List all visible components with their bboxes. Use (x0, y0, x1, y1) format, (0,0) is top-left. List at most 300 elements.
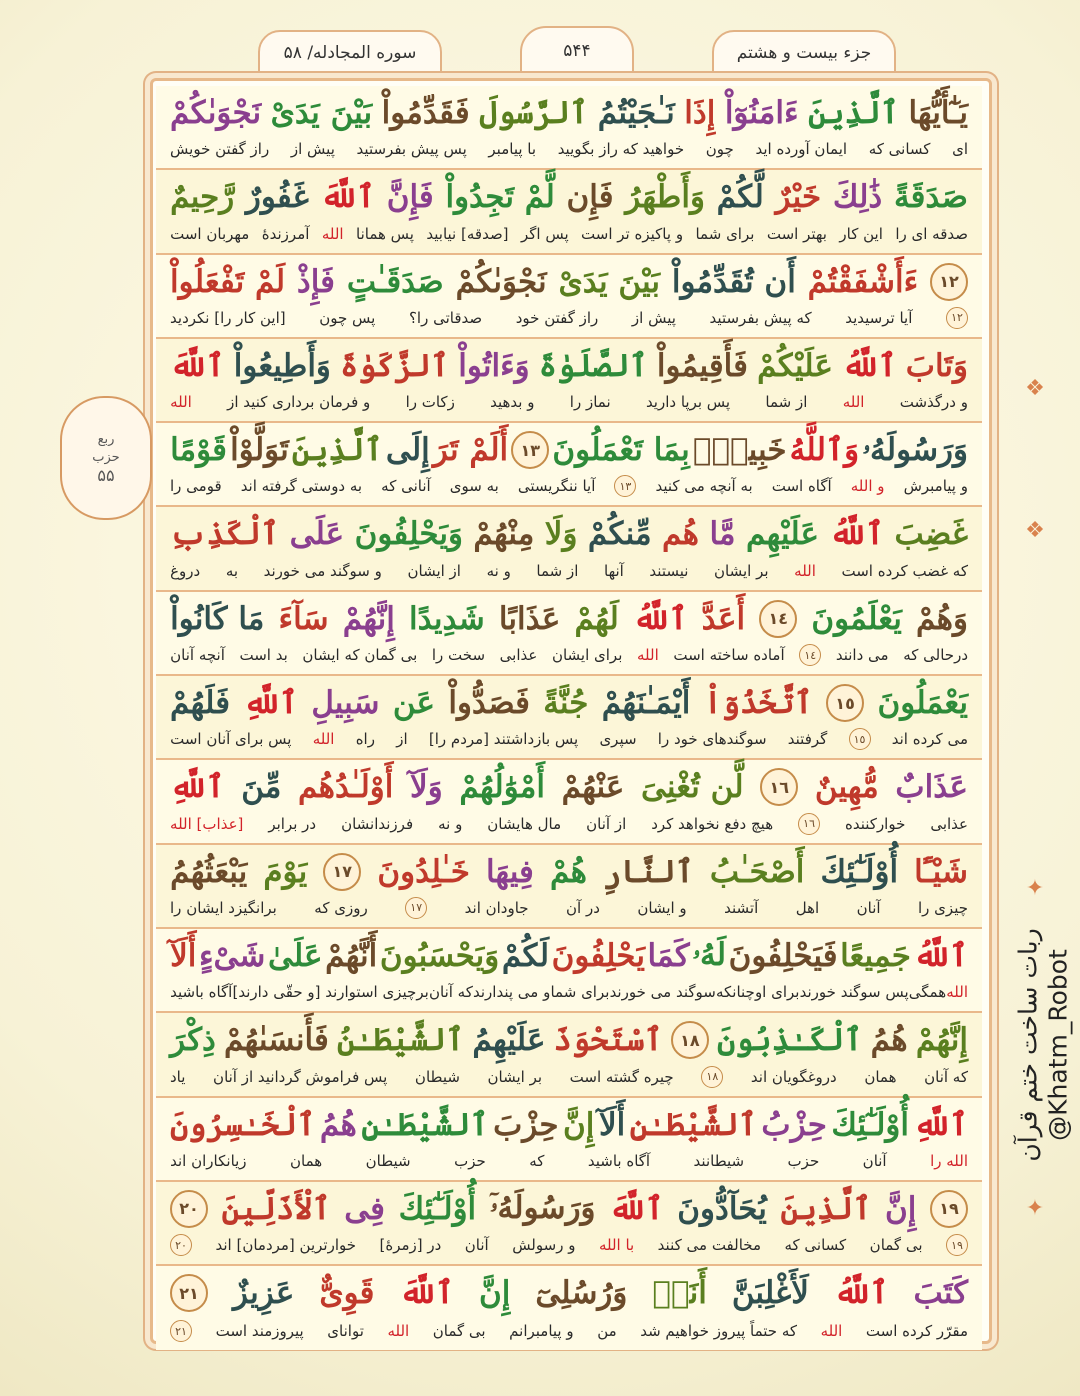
translation-word: خواهید که راز بگویید (557, 140, 685, 159)
translation-word: خوارترین [مردمان] اند (215, 1236, 357, 1255)
translation-row (170, 1318, 968, 1344)
arabic-word: ٱسْتَحْوَذَ (553, 1022, 663, 1059)
arabic-word: ٱلَّذِينَ (780, 1190, 872, 1227)
surah-label: سوره المجادله/ ۵۸ (258, 30, 442, 76)
hizb-badge (60, 396, 152, 520)
arabic-text-row (170, 933, 968, 979)
translation-word: و پیامبرانم (509, 1322, 574, 1341)
arabic-word: أَصْحَـٰبُ (709, 853, 805, 890)
translation-word: پس همانا (356, 224, 414, 243)
arabic-word: ٱتَّخَذُوٓاْ (703, 685, 813, 722)
translation-row (170, 305, 968, 331)
translation-word: آنان (464, 1236, 489, 1255)
arabic-word: قَوْمًا (170, 432, 227, 469)
arabic-word: فَقَدِّمُواْ (381, 95, 470, 131)
translation-word: آمرزندهٔ (261, 224, 310, 243)
arabic-word: أَلَمْ تَرَ (432, 432, 509, 469)
translation-word: همان (290, 1151, 323, 1170)
arabic-word: ٱلزَّكَوٰةَ (340, 347, 450, 384)
arabic-word: أَن تُقَدِّمُواْ (671, 263, 796, 300)
translation-word: [صدقه] نیابید (426, 224, 509, 243)
translation-word: الله (794, 561, 816, 580)
quran-line (156, 676, 982, 760)
arabic-word: مَا كَانُواْ (170, 600, 265, 637)
arabic-word: خَـٰلِدُونَ (377, 853, 470, 890)
translation-word: که پیش بفرستید (709, 308, 812, 327)
quran-line (156, 845, 982, 929)
hizb-label: حزب (92, 450, 120, 465)
translation-word: بد است (239, 646, 288, 665)
translation-word: از شما (765, 393, 808, 412)
translation-word: پس فراموش گردانید از آنان (213, 1067, 388, 1086)
translation-word: با پیامبر (488, 140, 537, 159)
arabic-word: يَعْلَمُونَ (811, 600, 902, 637)
quran-line (156, 929, 982, 1013)
translation-word: از ایشان (407, 561, 461, 580)
quran-line (156, 86, 982, 170)
ornament-icon: ✦ (1025, 875, 1045, 901)
quran-line (156, 1266, 982, 1350)
translation-word: می دانند (835, 646, 889, 665)
arabic-text-row (170, 427, 968, 473)
arabic-text-row (170, 259, 968, 305)
translation-word: آنان (862, 1151, 887, 1170)
quran-line (156, 423, 982, 507)
arabic-word: وَيَحْسَبُونَ (379, 937, 500, 974)
arabic-word: وَتَابَ (905, 347, 968, 384)
translation-word: من (597, 1322, 617, 1341)
arabic-word: عَلَىٰ (267, 937, 323, 974)
arabic-text-row (170, 1102, 968, 1148)
arabic-word: عَزِيزٌ (233, 1275, 295, 1312)
translation-word: پس بازداشتند [مردم را] (428, 730, 579, 749)
arabic-word: لَّكُمْ (716, 179, 764, 216)
ayah-number-marker: ٢٠ (170, 1234, 192, 1256)
translation-word: حزب (454, 1151, 486, 1170)
translation-word: در برابر (268, 814, 317, 833)
arabic-word: يَوْمَ (263, 853, 308, 890)
arabic-word: إِنَّ (884, 1190, 917, 1227)
arabic-word: إِنَّهُمْ (915, 1022, 968, 1059)
arabic-word: أَلَآ (598, 1106, 626, 1143)
translation-word: [عذاب] الله (170, 814, 244, 833)
arabic-word: ذِكْرَ (170, 1022, 216, 1059)
translation-word: برانگیزد ایشان را (170, 898, 277, 917)
arabic-word: ٱلْكَـٰذِبُونَ (717, 1022, 863, 1059)
translation-word: پیش از (290, 140, 335, 159)
ayah-number-marker: ٢٠ (170, 1190, 208, 1228)
translation-word: روزی که (314, 898, 368, 917)
translation-word: اهل (795, 898, 820, 917)
translation-word: پس اگر (520, 224, 569, 243)
arabic-word: ءَامَنُوٓاْ (724, 95, 799, 131)
arabic-word: هُمْ (549, 853, 587, 890)
translation-word: بهتر است (766, 224, 827, 243)
arabic-word: فَأَقِيمُواْ (656, 347, 748, 384)
translation-row (170, 473, 968, 499)
arabic-word: يَحْلِفُونَ (551, 937, 645, 974)
arabic-word: أَيْمَـٰنَهُمْ (601, 685, 691, 722)
arabic-text-row (170, 849, 968, 895)
arabic-word: حِزْبُ (761, 1106, 827, 1143)
arabic-word: أَنَّهُمْ (325, 937, 378, 974)
translation-word: پس پیش بفرستید (356, 140, 467, 159)
translation-word: الله (387, 1322, 410, 1341)
translation-word: زکات را (405, 393, 455, 412)
ayah-number-marker: ١٩ (946, 1234, 968, 1256)
watermark-name: ربات ساخت ختم قرآن (1014, 928, 1043, 1162)
quran-line (156, 1013, 982, 1097)
translation-word: این کار (839, 224, 883, 243)
arabic-word: يَبْعَثُهُمُ (170, 853, 248, 890)
ornament-icon: ❖ (1025, 517, 1045, 543)
translation-word: بی گمان که ایشان (302, 646, 418, 665)
translation-word: الله (636, 646, 659, 665)
arabic-word: قَوِىٌّ (319, 1275, 375, 1312)
translation-word: که آنان (924, 1067, 968, 1086)
arabic-word: غَفُورٌ (245, 179, 309, 216)
translation-word: آنانی که (381, 477, 431, 496)
arabic-word: فَإِن (566, 179, 614, 216)
arabic-word: فَلَهُمْ (170, 685, 231, 722)
arabic-word: خَبِيرٌۢ (692, 432, 787, 469)
quran-line (156, 760, 982, 844)
translation-word: زیانکاران اند (170, 1151, 247, 1170)
translation-row (170, 1232, 968, 1258)
arabic-word: عَلَيْهِمُ (472, 1022, 546, 1059)
translation-word: گرفتند (787, 730, 828, 749)
arabic-word: وَرَسُولَهُۥ (862, 431, 968, 468)
arabic-text-row (170, 1270, 968, 1316)
ayah-number-marker: ١٢ (946, 307, 968, 329)
translation-word: که حتماً پیروز خواهیم شد (640, 1322, 798, 1341)
arabic-word: صَدَقَـٰتٍ (346, 263, 444, 300)
translation-word: و رسولش (512, 1236, 576, 1255)
translation-word: نیستند (649, 561, 689, 580)
translation-word: در آن (566, 898, 600, 917)
arabic-word: عَن (392, 685, 435, 722)
arabic-word: نَجْوَىٰكُمْ (455, 263, 547, 300)
arabic-word: ٱلرَّسُولَ (479, 95, 589, 131)
ayah-number-marker: ٢١ (170, 1320, 192, 1342)
translation-word: صدقاتی را؟ (408, 308, 483, 327)
translation-word: از (396, 730, 408, 749)
translation-word: چیزی استوارند [و حقّی دارند] (232, 983, 417, 1002)
translation-word: مخالفت می کنند (657, 1236, 761, 1255)
translation-word: راه (355, 730, 375, 749)
watermark-handle: @Khatm_Robot (1044, 949, 1073, 1141)
translation-word: می کرده اند (891, 730, 968, 749)
translation-row (170, 1148, 968, 1174)
translation-word: ای (952, 140, 968, 159)
arabic-word: ٱللَّهِ (913, 1106, 968, 1143)
translation-word: آنان (856, 898, 881, 917)
arabic-word: إِلَى (385, 432, 430, 469)
translation-row (170, 726, 968, 752)
arabic-word: عَذَابٌ (895, 769, 968, 806)
translation-word: آماده ساخته است (673, 646, 785, 665)
arabic-word: سَآءَ (278, 600, 329, 637)
arabic-word: ٱلصَّلَوٰةَ (538, 347, 648, 384)
translation-word: پس برپا دارید (645, 393, 731, 412)
arabic-word: وَرُسُلِىٓ (535, 1275, 628, 1312)
translation-word: شیطانند (693, 1151, 745, 1170)
quran-line (156, 507, 982, 591)
translation-word: سوگند می خورند (609, 983, 716, 1002)
translation-word: بر ایشان (487, 1067, 543, 1086)
arabic-word: إِنَّ (563, 1106, 595, 1143)
arabic-word: مَّا (709, 516, 736, 553)
translation-word: عذابی (499, 646, 538, 665)
arabic-word: هُمُ (870, 1022, 908, 1059)
arabic-word: لَكُمْ (501, 937, 550, 974)
translation-word: دروغ (170, 561, 201, 580)
ayah-number-marker: ١٥ (849, 728, 871, 750)
ayah-number-marker: ١٦ (798, 813, 820, 835)
arabic-word: ٱللَّهَ (170, 347, 225, 384)
arabic-word: ٱلْأَذَلِّينَ (221, 1190, 331, 1227)
translation-word: درحالی که (903, 646, 968, 665)
ayah-number-marker: ١٤ (759, 600, 797, 638)
arabic-word: خَيْرٌ (775, 179, 822, 216)
arabic-word: أَعَدَّ (701, 600, 746, 637)
ayah-number-marker: ١٣ (511, 431, 549, 469)
arabic-word: ٱلنَّارِ (603, 853, 694, 890)
translation-word: دروغگویان اند (750, 1067, 837, 1086)
arabic-word: مِّنَ (241, 769, 282, 806)
arabic-word: وَأَطِيعُواْ (233, 347, 331, 384)
translation-word: آنچه آنان (170, 646, 225, 665)
arabic-word: سَبِيلِ (311, 685, 380, 722)
translation-word: الله را (930, 1151, 968, 1170)
translation-word: و می پندارند (473, 983, 551, 1002)
arabic-word: عَذَابًا (498, 600, 561, 637)
arabic-word: بَيْنَ يَدَىْ (558, 263, 660, 300)
translation-word: پیش از (631, 308, 676, 327)
arabic-word: جَمِيعًا (840, 937, 911, 974)
quran-line (156, 1098, 982, 1182)
translation-word: برای ایشان (551, 646, 623, 665)
arabic-word: ذَٰلِكَ (832, 179, 883, 216)
page-number: ۵۴۴ (520, 26, 634, 76)
translation-word: برای شما (695, 224, 755, 243)
translation-word: یاد (170, 1067, 186, 1086)
ayah-number-marker: ١٦ (760, 768, 798, 806)
arabic-text-row (170, 764, 968, 810)
arabic-word: فَأَنسَىٰهُمْ (223, 1022, 329, 1059)
arabic-word: ٱللَّهَ (399, 1275, 454, 1312)
translation-word: حزب (787, 1151, 820, 1170)
translation-word: عذابی (930, 814, 968, 833)
arabic-word: عَلَيْكُمْ (757, 347, 833, 384)
arabic-word: ٱلَّذِينَ (808, 95, 899, 131)
translation-word: [این کار را] نکردید (170, 308, 286, 327)
arabic-word: يَـٰٓأَيُّهَا (908, 95, 968, 131)
ayah-number-marker: ١٨ (671, 1021, 709, 1059)
arabic-word: أَنَا۠ (652, 1275, 707, 1312)
translation-word: پس سوگند خورند (799, 983, 909, 1002)
ayah-number-marker: ١٧ (405, 897, 427, 919)
arabic-word: ٱللَّهُ (842, 347, 897, 384)
translation-word: راز گفتن خود (515, 308, 599, 327)
translation-word: و پاکیزه تر است (581, 224, 684, 243)
arabic-text-row (170, 343, 968, 389)
ayah-number-marker: ١٧ (323, 853, 361, 891)
translation-word: برای شما (550, 983, 610, 1002)
arabic-word: فِى (344, 1190, 385, 1227)
arabic-word: مِّنكُمْ (587, 516, 652, 553)
arabic-word: وَلَآ (410, 769, 443, 806)
arabic-word: يَعْمَلُونَ (877, 685, 968, 722)
arabic-word: كَمَا (647, 937, 690, 974)
translation-word: سخت را (431, 646, 486, 665)
ayah-number-marker: ١٢ (930, 263, 968, 301)
translation-word: کسانی که (784, 1236, 847, 1255)
translation-word: بر ایشان (714, 561, 769, 580)
ornament-icon: ✦ (1025, 1195, 1045, 1221)
translation-word: مهربان است (170, 224, 250, 243)
arabic-word: ٱلْخَـٰسِرُونَ (170, 1106, 316, 1143)
translation-row (170, 558, 968, 584)
arabic-word: مِنْهُمْ (473, 516, 535, 553)
arabic-word: نَـٰجَيْتُمُ (597, 95, 675, 131)
translation-word: قومی را (170, 477, 222, 496)
ayah-number-marker: ١٩ (930, 1190, 968, 1228)
translation-word: همان (864, 1067, 897, 1086)
translation-word: چنانکه (715, 983, 755, 1002)
translation-word: به (225, 561, 239, 580)
arabic-word: أُوْلَـٰٓئِكَ (831, 1106, 909, 1143)
arabic-word: ٱلَّذِينَ (291, 432, 383, 469)
arabic-text-row (170, 90, 968, 136)
juz-label: جزء بیست و هشتم (712, 30, 896, 76)
translation-word: و بدهید (490, 393, 535, 412)
translation-word: و درگذشت (899, 393, 968, 412)
translation-row (170, 136, 968, 162)
arabic-word: شَىْءٍ (198, 937, 266, 974)
arabic-text-row (170, 1186, 968, 1232)
translation-word: بی گمان (869, 1236, 923, 1255)
translation-word: سپری (599, 730, 637, 749)
ayah-number-marker: ١٥ (826, 684, 864, 722)
arabic-word: جُنَّةً (543, 685, 589, 722)
translation-row (170, 979, 968, 1005)
translation-word: آیا ترسیدید (845, 308, 913, 327)
translation-word: مال هایشان (487, 814, 562, 833)
quran-line (156, 170, 982, 254)
arabic-word: بَيْنَ يَدَىْ (270, 95, 373, 131)
translation-word: الله (820, 1322, 843, 1341)
translation-row (170, 811, 968, 837)
watermark (1014, 890, 1074, 1200)
arabic-text-row (170, 680, 968, 726)
translation-word: در [زمرهٔ] (379, 1236, 442, 1255)
arabic-word: كَتَبَ (913, 1275, 968, 1312)
translation-word: صدقه ای را (895, 224, 968, 243)
arabic-word: بِمَا تَعْمَلُونَ (552, 432, 690, 469)
arabic-word: وَرَسُولَهُۥٓ (489, 1190, 596, 1227)
translation-word: چیزی را (918, 898, 968, 917)
quran-line (156, 255, 982, 339)
arabic-word: أُوْلَـٰٓئِكَ (398, 1190, 477, 1227)
arabic-word: إِنَّ (478, 1275, 511, 1312)
arabic-word: يُحَآدُّونَ (677, 1190, 767, 1227)
arabic-word: فَصَدُّواْ (448, 685, 530, 722)
translation-word: به سوی (449, 477, 499, 496)
arabic-word: لَهُمْ (574, 600, 619, 637)
arabic-word: وَلَا (544, 516, 578, 553)
translation-word: و الله (850, 477, 885, 496)
translation-word: به آنچه می کنید (655, 477, 753, 496)
quran-line (156, 1182, 982, 1266)
translation-word: آنها (604, 561, 624, 580)
translation-word: الله (842, 393, 865, 412)
arabic-word: عَنْهُمْ (561, 769, 625, 806)
arabic-word: أَوْلَـٰدُهُم (298, 769, 394, 806)
arabic-word: وَءَاتُواْ (458, 347, 530, 384)
translation-word: توانای (327, 1322, 364, 1341)
translation-word: و نه (438, 814, 463, 833)
translation-row (170, 642, 968, 668)
arabic-word: صَدَقَةً (893, 179, 968, 216)
arabic-word: ءَأَشْفَقْتُمْ (807, 263, 919, 300)
hizb-quarter: ربع (97, 432, 115, 447)
translation-word: پیروزمند است (215, 1322, 304, 1341)
translation-word: و سوگند می خورند (263, 561, 382, 580)
translation-word: برای او (754, 983, 800, 1002)
translation-word: هیچ دفع نخواهد کرد (651, 814, 774, 833)
arabic-word: فَإِنَّ (386, 179, 434, 216)
translation-word: که غضب کرده است (841, 561, 968, 580)
arabic-word: ٱللَّهُ (833, 1275, 889, 1312)
arabic-text-row (170, 1017, 968, 1063)
arabic-word: عَلَيْهِم (746, 516, 820, 553)
arabic-word: ٱللَّهِ (243, 685, 298, 722)
translation-word: با الله (598, 1236, 635, 1255)
quran-line (156, 592, 982, 676)
translation-word: سوگندهای خود را (657, 730, 767, 749)
arabic-word: عَلَى (289, 516, 345, 553)
translation-word: و نه (486, 561, 511, 580)
translation-row (170, 895, 968, 921)
arabic-word: ٱللَّهُ (829, 516, 884, 553)
translation-word: الله (321, 224, 344, 243)
arabic-word: هُمُ (319, 1106, 357, 1143)
translation-word: بر (416, 983, 429, 1002)
arabic-word: أَمْوَٰلُهُمْ (459, 769, 545, 806)
arabic-word: وَهُمْ (916, 600, 968, 637)
translation-word: الله (312, 730, 335, 749)
translation-word: و فرمان برداری کنید از (227, 393, 371, 412)
quran-lines (156, 86, 982, 1350)
translation-row (170, 1064, 968, 1090)
translation-word: الله (946, 983, 968, 1002)
translation-word: کسانی که (868, 140, 931, 159)
ayah-number-marker: ١٤ (799, 644, 821, 666)
arabic-word: تَوَلَّوْاْ (230, 432, 289, 469)
translation-word: خوارکننده (845, 814, 906, 833)
arabic-text-row (170, 511, 968, 557)
arabic-word: لَهُۥ (692, 937, 727, 974)
translation-word: چیره گشته است (569, 1067, 674, 1086)
translation-word: آتشند (724, 898, 759, 917)
translation-word: مقرّر کرده است (865, 1322, 968, 1341)
arabic-word: لَّمْ تَجِدُواْ (445, 179, 555, 216)
arabic-word: وَٱللَّهُ (789, 432, 860, 469)
translation-word: راز گفتن خویش (170, 140, 270, 159)
arabic-word: فَيَحْلِفُونَ (728, 937, 838, 974)
translation-word: پس چون (319, 308, 376, 327)
